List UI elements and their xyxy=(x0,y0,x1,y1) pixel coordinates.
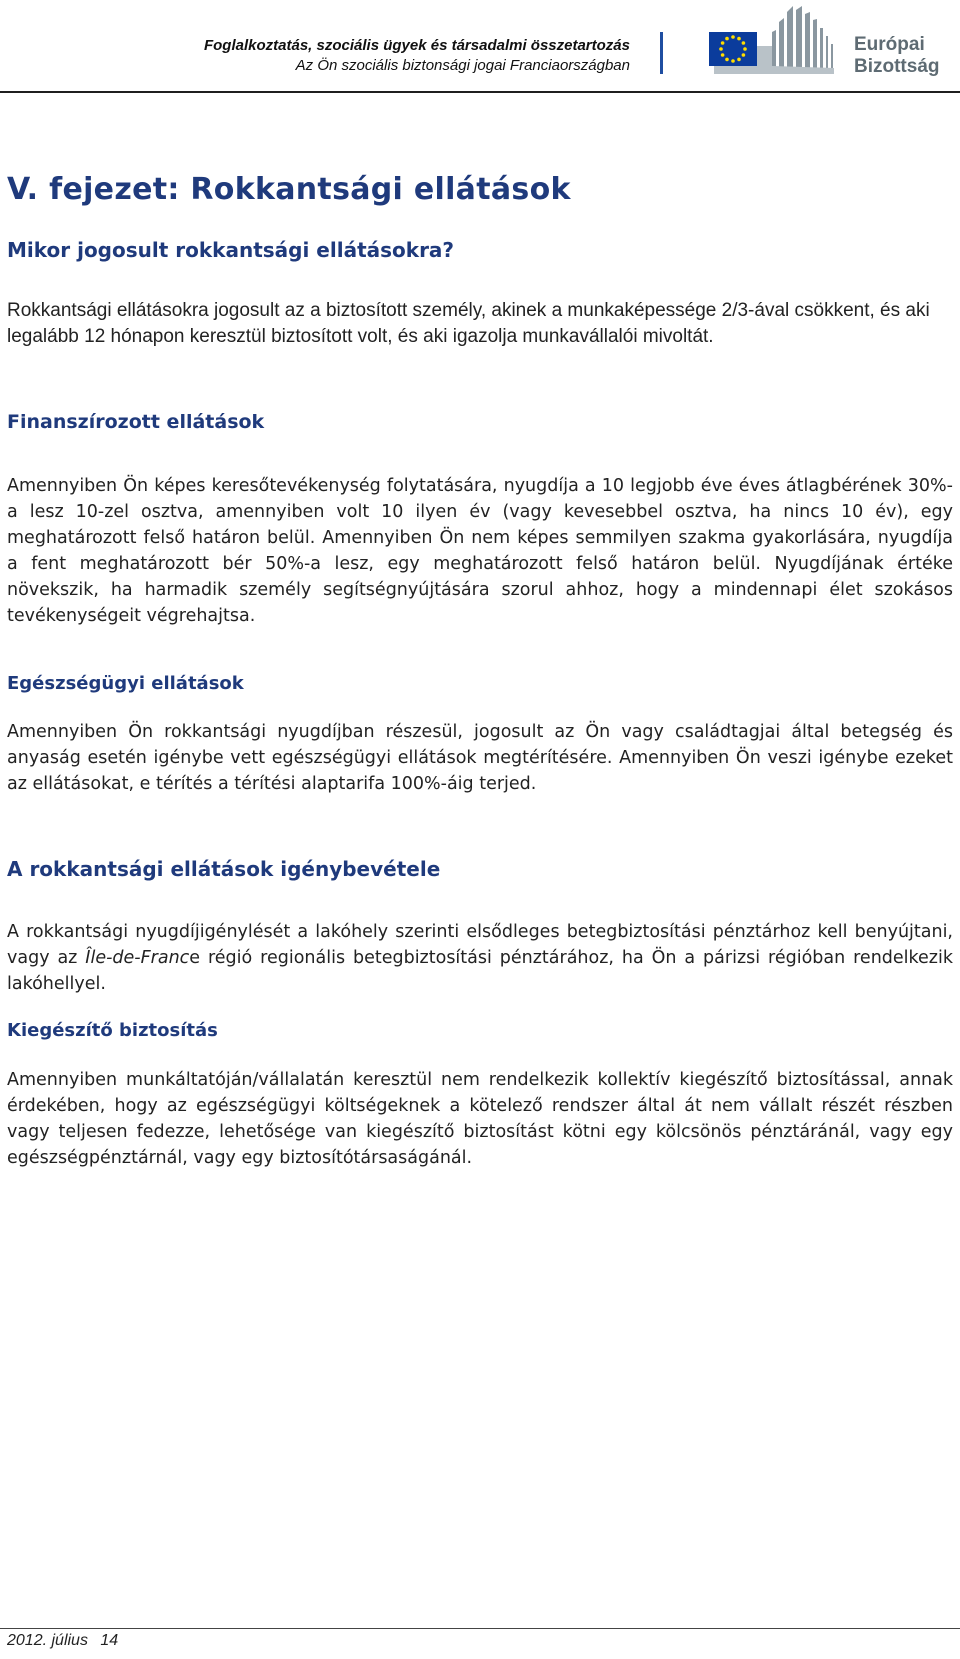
financed-text: Amennyiben Ön képes keresőtevékenység folytatására, nyugdíja a 10 legjobb éve éves átlagbérének 30%-a lesz 10-zel osztva, amennyiben volt 10 ilyen év (vagy kevesebbel osztva, ha nincs 10 év), egy meghatározott felső határon belül. Amennyiben Ön nem képes semmilyen szakma gyakorlására, nyugdíja a fent meghatározott bér 50%-a lesz, egy meghatározott felső határon belül. Nyugdíjának értéke növekszik, ha harmadik személy segítségnyújtására szorul ahhoz, hogy a mindennapi élet szokásos tevékenységeit végrehajtsa. xyxy=(7,476,953,626)
page-header xyxy=(0,0,960,92)
eligibility-text: Rokkantsági ellátásokra jogosult az a biztosított személy, akinek a munkaképessége 2/3-ával csökkent, és aki legalább 12 hónapon keresztül biztosított volt, és aki igazolja munkavállalói mivoltát. xyxy=(7,300,930,347)
logo-line-2: Bizottság xyxy=(854,56,940,77)
footer-date: 2012. július xyxy=(7,1632,88,1649)
page-footer xyxy=(7,1632,118,1650)
supplementary-text: Amennyiben munkáltatóján/vállalatán keresztül nem rendelkezik kollektív kiegészítő biztosítással, annak érdekében, hogy az egészségügyi költségeknek a kötelező rendszer által át nem vállalt részét részben vagy teljesen fedezze, lehetősége van kiegészítő biztosítást kötni egy kölcsönös pénztáránál, vagy egy egészségpénztárnál, vagy egy biztosítótársaságánál. xyxy=(7,1070,953,1168)
health-text: Amennyiben Ön rokkantsági nyugdíjban részesül, jogosult az Ön vagy családtagjai által betegség és anyaság esetén igénybe vett egészségügyi ellátások megtérítésére. Amennyiben Ön veszi igénybe ezeket az ellátásokat, e térítés a térítési alaptarifa 100%-áig terjed. xyxy=(7,722,953,794)
footer-divider xyxy=(0,1628,960,1629)
european-commission-logo xyxy=(694,2,944,87)
header-subtitle: Az Ön szociális biztonsági jogai Franciaországban xyxy=(295,57,630,74)
financed-heading: Finanszírozott ellátások xyxy=(7,411,265,433)
header-divider xyxy=(0,91,960,93)
logo-wordmark xyxy=(854,34,940,78)
claiming-text xyxy=(7,919,953,997)
claiming-text-italic: Île-de-Franc xyxy=(85,948,190,968)
logo-line-1: Európai xyxy=(854,34,925,55)
claiming-text-after: e régió regionális betegbiztosítási pénztárához, ha Ön a párizsi régióban rendelkezik lakóhellyel. xyxy=(7,948,953,994)
claiming-text-before: A rokkantsági nyugdíjigénylését a lakóhely szerinti elsődleges betegbiztosítási pénztárhoz kell benyújtani, vagy az xyxy=(7,922,953,968)
footer-page-number: 14 xyxy=(100,1632,119,1649)
eligibility-heading: Mikor jogosult rokkantsági ellátásokra? xyxy=(7,238,455,262)
header-separator xyxy=(660,32,663,74)
claiming-heading: A rokkantsági ellátások igénybevétele xyxy=(7,857,441,881)
chapter-title: V. fejezet: Rokkantsági ellátások xyxy=(7,172,571,207)
supplementary-heading: Kiegészítő biztosítás xyxy=(7,1020,218,1041)
header-title: Foglalkoztatás, szociális ügyek és társadalmi összetartozás xyxy=(203,37,630,54)
header-text-block xyxy=(204,36,630,76)
health-heading: Egészségügyi ellátások xyxy=(7,673,244,694)
